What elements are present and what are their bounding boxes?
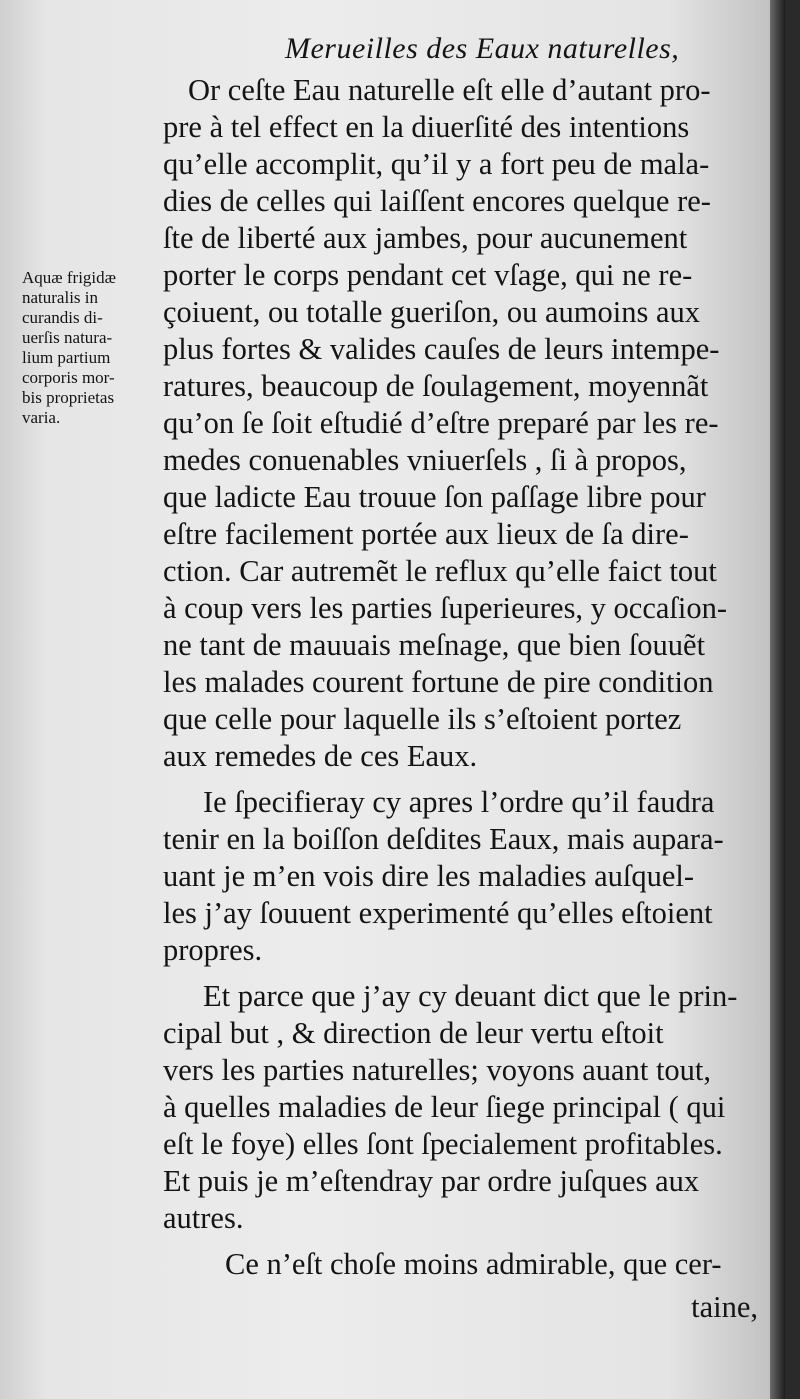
paragraph [163, 72, 763, 775]
text-line: à quelles maladies de leur ſiege principal ( qui [163, 1090, 726, 1124]
text-line: autres. [163, 1201, 244, 1235]
text-line: vers les parties naturelles; voyons auant tout, [163, 1053, 712, 1087]
paragraph [163, 978, 763, 1237]
text-line: les malades courent fortune de pire condition [163, 665, 714, 699]
text-line: ratures, beaucoup de ſoulagement, moyennãt [163, 369, 709, 403]
marginal-note-line: naturalis in [22, 288, 99, 307]
marginal-note-line: Aquæ frigidæ [22, 268, 116, 287]
page-edge-shadow [770, 0, 785, 1399]
text-line: porter le corps pendant cet vſage, qui ne re- [163, 258, 693, 292]
text-line: Ie ſpecifieray cy apres l’ordre qu’il faudra [203, 785, 715, 819]
catchword: taine, [691, 1290, 758, 1324]
running-head: Merueilles des Eaux naturelles, [285, 32, 680, 65]
marginal-note-line: varia. [22, 408, 61, 427]
text-line: Et parce que j’ay cy deuant dict que le prin- [203, 979, 738, 1013]
text-line: que ladicte Eau trouue ſon paſſage libre pour [163, 480, 706, 514]
text-line: Or ceſte Eau naturelle eſt elle d’autant pro- [188, 73, 711, 107]
text-line: eſt le foye) elles ſont ſpecialement profitables. [163, 1127, 723, 1161]
marginal-note-line: uerſis natura- [22, 328, 113, 347]
text-line: aux remedes de ces Eaux. [163, 739, 478, 773]
text-line: que celle pour laquelle ils s’eſtoient portez [163, 702, 682, 736]
text-line: ſte de liberté aux jambes, pour aucunement [163, 221, 688, 255]
text-line: Et puis je m’eſtendray par ordre juſques aux [163, 1164, 700, 1198]
text-line: Ce n’eſt choſe moins admirable, que cer- [225, 1247, 722, 1281]
text-line: qu’on ſe ſoit eſtudié d’eſtre preparé par les re- [163, 406, 719, 440]
paragraph [163, 784, 763, 969]
text-line: uant je m’en vois dire les maladies auſquel- [163, 859, 695, 893]
text-line: çoiuent, ou totalle gueriſon, ou aumoins aux [163, 295, 701, 329]
text-line: propres. [163, 933, 263, 967]
marginal-note-line: lium partium [22, 348, 111, 367]
text-line: cipal but , & direction de leur vertu eſtoit [163, 1016, 664, 1050]
text-line: tenir en la boiſſon deſdites Eaux, mais aupara- [163, 822, 724, 856]
text-line: pre à tel effect en la diuerſité des intentions [163, 110, 690, 144]
marginal-note [22, 268, 162, 428]
text-line: plus fortes & valides cauſes de leurs intempe- [163, 332, 720, 366]
text-line: ction. Car autremẽt le reflux qu’elle faict tout [163, 554, 717, 588]
body-text [163, 72, 763, 1326]
text-line: ne tant de mauuais meſnage, que bien ſouuẽt [163, 628, 706, 662]
text-line: les j’ay ſouuent experimenté qu’elles eſtoient [163, 896, 713, 930]
text-line: eſtre facilement portée aux lieux de ſa dire- [163, 517, 689, 551]
text-line: qu’elle accomplit, qu’il y a fort peu de mala- [163, 147, 710, 181]
marginal-note-line: curandis di- [22, 308, 103, 327]
marginal-note-line: bis proprietas [22, 388, 115, 407]
text-line: dies de celles qui laiſſent encores quelque re- [163, 184, 711, 218]
text-line: à coup vers les parties ſuperieures, y occaſion- [163, 591, 728, 625]
text-line: medes conuenables vniuerſels , ſi à propos, [163, 443, 687, 477]
marginal-note-line: corporis mor- [22, 368, 115, 387]
paragraph [163, 1246, 763, 1283]
